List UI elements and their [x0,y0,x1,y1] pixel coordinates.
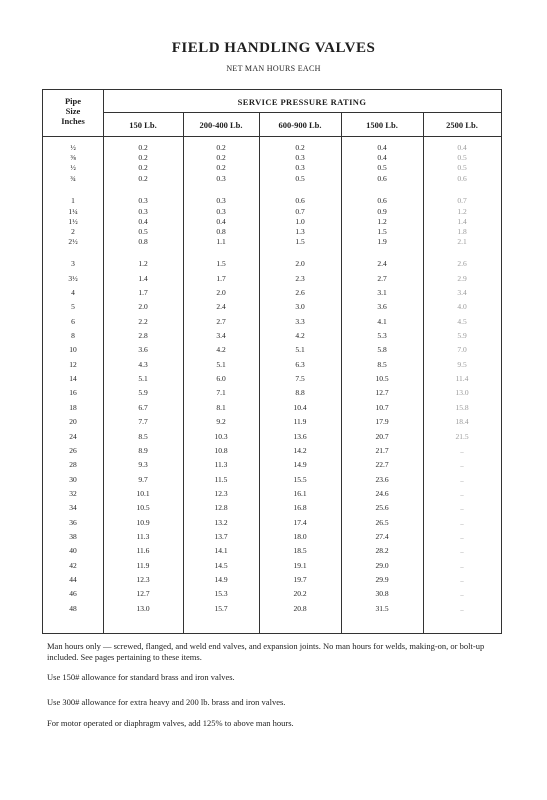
pipe-size-cell: 3½ [68,273,78,283]
value-cell: 0.3 [295,153,305,163]
value-cell: 8.5 [138,431,148,441]
value-cell: 0.5 [295,173,305,183]
value-cell: 15.7 [214,603,228,613]
value-cell: 5.8 [377,345,387,355]
note-motor-operated: For motor operated or diaphragm valves, add 125% to above man hours. [47,718,294,728]
column-header: 2500 Lb. [446,120,478,130]
value-cell: 9.2 [216,417,226,427]
value-cell: 14.1 [214,546,228,556]
value-cell: 0.3 [138,206,148,216]
value-cell: .. [460,503,464,513]
value-cell: 0.9 [377,206,387,216]
value-cell: 13.2 [214,517,228,527]
value-cell: 11.5 [214,474,228,484]
note-man-hours: Man hours only — screwed, flanged, and weld end valves, and expansion joints. No man hours for welds, making-on, or bolt-up included. See pages pertaining to these items. [47,641,485,662]
value-cell: 0.3 [216,196,226,206]
pipe-size-cell: ½ [70,143,76,152]
value-cell: 20.2 [293,589,307,599]
value-cell: 5.9 [457,331,467,341]
pipe-header-line: Size [65,106,81,116]
pipe-size-cell: 48 [69,603,77,613]
pipe-size-cell: 34 [69,503,77,513]
header-divider [103,112,501,113]
value-cell: 11.9 [293,417,307,427]
value-cell: 1.7 [138,288,148,297]
value-cell: 26.5 [375,517,389,527]
value-cell: .. [460,517,464,527]
pipe-size-cell: 46 [69,589,77,599]
column-header: 1500 Lb. [366,120,398,130]
value-cell: 9.3 [138,460,148,470]
value-cell: 9.7 [138,474,148,484]
pipe-size-cell: 26 [69,445,77,455]
value-cell: 0.3 [216,173,226,183]
value-cell: 19.7 [293,575,307,584]
value-cell: 2.2 [138,316,148,326]
value-cell: 14.9 [214,575,228,584]
value-cell: 4.2 [216,345,226,355]
value-cell: 0.2 [138,173,148,183]
value-cell: 16.8 [293,503,307,513]
value-cell: 3.4 [216,331,226,341]
value-cell: 21.5 [455,431,469,441]
value-cell: 20.8 [293,603,307,613]
value-cell: 2.8 [138,331,148,341]
value-cell: 2.9 [457,273,467,283]
value-cell: .. [460,460,464,470]
value-cell: .. [460,531,464,541]
value-cell: 22.7 [375,460,389,470]
value-cell: 1.5 [377,226,387,236]
value-cell: 21.7 [375,445,389,455]
value-cell: 5.3 [377,331,387,341]
value-cell: 0.7 [457,196,467,206]
pipe-size-cell: ¾ [70,173,76,183]
value-cell: 1.5 [295,237,305,247]
pipe-size-cell: 3 [71,259,75,269]
value-cell: 2.0 [295,259,305,269]
value-cell: 1.2 [457,206,467,216]
value-cell: .. [460,575,464,584]
value-cell: 3.1 [377,288,387,297]
value-cell: 15.8 [455,402,469,412]
value-cell: 4.5 [457,316,467,326]
value-cell: 11.3 [136,531,150,541]
header-divider [43,136,501,137]
value-cell: 0.5 [377,163,387,173]
pipe-size-cell: 28 [69,460,77,470]
value-cell: 0.4 [138,216,148,226]
pipe-size-cell: 2½ [68,237,78,247]
man-hours-table [42,89,502,634]
value-cell: 2.1 [457,237,467,247]
value-cell: 10.8 [214,445,228,455]
value-cell: 0.8 [138,237,148,247]
value-cell: 10.9 [136,517,150,527]
value-cell: 1.0 [295,216,305,226]
value-cell: 0.5 [138,226,148,236]
value-cell: 10.7 [375,402,389,412]
value-cell: 29.9 [375,575,389,584]
value-cell: 1.2 [138,259,148,269]
pipe-size-header [43,96,103,126]
value-cell: 15.3 [214,589,228,599]
value-cell: 20.7 [375,431,389,441]
value-cell: 1.9 [377,237,387,247]
value-cell: 12.7 [136,589,150,599]
value-cell: 30.8 [375,589,389,599]
value-cell: 11.4 [455,374,469,384]
value-cell: 3.6 [377,302,387,312]
value-cell: 4.2 [295,331,305,341]
value-cell: 0.2 [216,143,226,152]
value-cell: 2.7 [216,316,226,326]
value-cell: 13.6 [293,431,307,441]
value-cell: 0.3 [138,196,148,206]
value-cell: 18.4 [455,417,469,427]
value-cell: 4.0 [457,302,467,312]
value-cell: 2.3 [295,273,305,283]
value-cell: 7.5 [295,374,305,384]
value-cell: 1.1 [216,237,226,247]
value-cell: 2.4 [216,302,226,312]
value-cell: 2.0 [216,288,226,297]
value-cell: 6.3 [295,359,305,369]
pipe-size-cell: 4 [71,288,75,297]
value-cell: 8.1 [216,402,226,412]
column-header: 200-400 Lb. [199,120,243,130]
value-cell: 0.6 [457,173,467,183]
value-cell: 14.2 [293,445,307,455]
value-cell: 1.4 [457,216,467,226]
pipe-size-cell: 8 [71,331,75,341]
value-cell: 0.2 [138,153,148,163]
value-cell: 12.3 [136,575,150,584]
value-cell: 4.1 [377,316,387,326]
value-cell: .. [460,474,464,484]
value-cell: 1.7 [216,273,226,283]
column-header: 150 Lb. [129,120,157,130]
pipe-size-cell: 20 [69,417,77,427]
note-300-allowance: Use 300# allowance for extra heavy and 200 lb. brass and iron valves. [47,697,286,707]
pipe-header-line: Pipe [64,96,82,106]
column-header: 600-900 Lb. [278,120,322,130]
value-cell: 5.9 [138,388,148,398]
value-cell: 2.0 [138,302,148,312]
value-cell: 31.5 [375,603,389,613]
pipe-size-cell: 42 [69,560,77,570]
value-cell: .. [460,589,464,599]
value-cell: 7.0 [457,345,467,355]
value-cell: 14.5 [214,560,228,570]
value-cell: 27.4 [375,531,389,541]
page-subtitle: NET MAN HOURS EACH [226,64,321,73]
value-cell: 5.1 [216,359,226,369]
value-cell: 29.0 [375,560,389,570]
value-cell: 0.3 [295,163,305,173]
value-cell: 2.4 [377,259,387,269]
value-cell: 0.4 [457,143,467,152]
value-cell: 0.6 [377,173,387,183]
value-cell: 11.3 [214,460,228,470]
value-cell: 0.4 [377,153,387,163]
value-cell: 10.3 [214,431,228,441]
value-cell: 12.7 [375,388,389,398]
value-cell: 0.4 [216,216,226,226]
value-cell: 25.6 [375,503,389,513]
pipe-size-cell: 14 [69,374,77,384]
pipe-size-cell: 44 [69,575,77,584]
pipe-header-line: Inches [61,116,85,126]
value-cell: 3.0 [295,302,305,312]
pipe-size-cell: 5 [71,302,75,312]
value-cell: 17.9 [375,417,389,427]
value-cell: 12.3 [214,488,228,498]
value-cell: 0.6 [377,196,387,206]
value-cell: 11.6 [136,546,150,556]
value-cell: 1.8 [457,226,467,236]
value-cell: .. [460,546,464,556]
value-cell: .. [460,445,464,455]
value-cell: 19.1 [293,560,307,570]
value-cell: 3.4 [457,288,467,297]
value-cell: 13.0 [136,603,150,613]
value-cell: 18.5 [293,546,307,556]
pipe-size-cell: 32 [69,488,77,498]
value-cell: 8.5 [377,359,387,369]
value-cell: 13.0 [455,388,469,398]
value-cell: 23.6 [375,474,389,484]
value-cell: 11.9 [136,560,150,570]
value-cell: .. [460,560,464,570]
pipe-size-cell: 1 [71,196,75,206]
value-cell: 1.3 [295,226,305,236]
pipe-size-cell: 24 [69,431,77,441]
pipe-size-cell: 12 [69,359,77,369]
pipe-size-cell: 30 [69,474,77,484]
value-cell: 12.8 [214,503,228,513]
pipe-size-cell: 40 [69,546,77,556]
value-cell: 2.6 [295,288,305,297]
pipe-size-cell: 36 [69,517,77,527]
value-cell: 1.2 [377,216,387,226]
value-cell: 28.2 [375,546,389,556]
value-cell: 6.7 [138,402,148,412]
value-cell: .. [460,603,464,613]
value-cell: 5.1 [295,345,305,355]
pipe-size-cell: 18 [69,402,77,412]
pipe-size-cell: ½ [70,163,76,173]
value-cell: 1.5 [216,259,226,269]
pipe-size-cell: 2 [71,226,75,236]
value-cell: 0.2 [138,143,148,152]
value-cell: 0.2 [216,153,226,163]
value-cell: 3.6 [138,345,148,355]
value-cell: 13.7 [214,531,228,541]
value-cell: 14.9 [293,460,307,470]
value-cell: 2.7 [377,273,387,283]
value-cell: 9.5 [457,359,467,369]
pipe-size-cell: 1¼ [68,206,78,216]
value-cell: 0.2 [295,143,305,152]
value-cell: 0.3 [216,206,226,216]
value-cell: 7.7 [138,417,148,427]
value-cell: 8.8 [295,388,305,398]
note-150-allowance: Use 150# allowance for standard brass and iron valves. [47,672,235,682]
pipe-size-cell: 1½ [68,216,78,226]
value-cell: 10.5 [375,374,389,384]
value-cell: 7.1 [216,388,226,398]
pipe-size-cell: 16 [69,388,77,398]
service-pressure-rating-header: SERVICE PRESSURE RATING [237,97,367,107]
value-cell: 2.6 [457,259,467,269]
value-cell: 10.5 [136,503,150,513]
value-cell: 0.2 [216,163,226,173]
value-cell: 17.4 [293,517,307,527]
value-cell: 16.1 [293,488,307,498]
value-cell: 10.4 [293,402,307,412]
pipe-size-cell: 38 [69,531,77,541]
value-cell: 4.3 [138,359,148,369]
value-cell: 18.0 [293,531,307,541]
pipe-size-cell: 10 [69,345,77,355]
value-cell: 0.2 [138,163,148,173]
value-cell: 5.1 [138,374,148,384]
value-cell: 0.8 [216,226,226,236]
value-cell: 24.6 [375,488,389,498]
pipe-size-cell: 6 [71,316,75,326]
value-cell: 3.3 [295,316,305,326]
value-cell: 6.0 [216,374,226,384]
value-cell: 0.5 [457,153,467,163]
value-cell: 0.5 [457,163,467,173]
value-cell: 1.4 [138,273,148,283]
value-cell: .. [460,488,464,498]
value-cell: 8.9 [138,445,148,455]
value-cell: 10.1 [136,488,150,498]
page-title: FIELD HANDLING VALVES [171,40,376,56]
value-cell: 0.4 [377,143,387,152]
value-cell: 15.5 [293,474,307,484]
value-cell: 0.7 [295,206,305,216]
pipe-size-cell: ⅜ [70,153,76,163]
value-cell: 0.6 [295,196,305,206]
